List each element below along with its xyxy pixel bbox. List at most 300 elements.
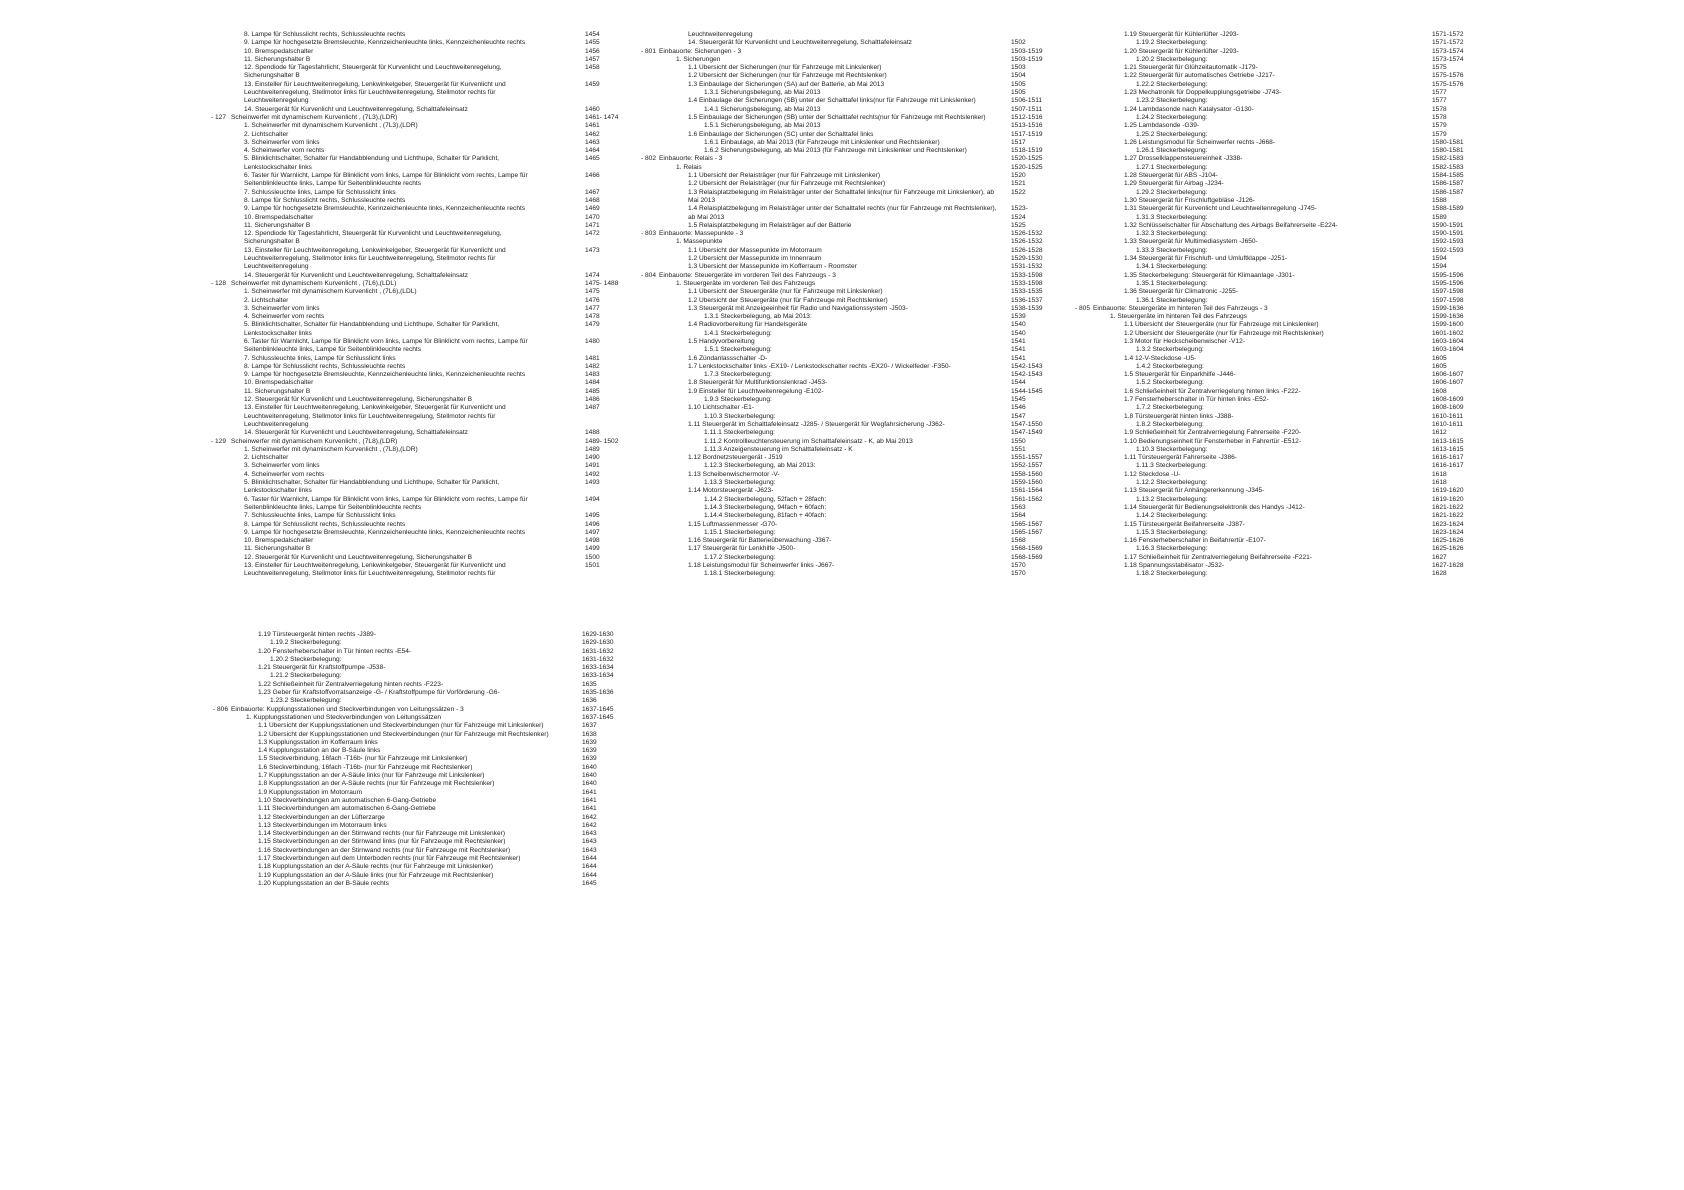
toc-entry[interactable] — [230, 363, 600, 371]
toc-entry[interactable] — [230, 554, 600, 562]
toc-entry[interactable] — [230, 214, 600, 222]
toc-entry[interactable] — [1092, 147, 1472, 155]
toc-entry[interactable] — [1092, 404, 1472, 412]
toc-entry[interactable] — [230, 39, 600, 47]
toc-entry[interactable] — [1092, 31, 1472, 39]
toc-entry[interactable] — [658, 553, 1043, 562]
toc-entry[interactable] — [658, 462, 1043, 470]
toc-entry-title: 1.9 Schließeinheit für Zentralverriegelung Fahrerseite -F220- — [1124, 429, 1302, 437]
toc-entry[interactable] — [658, 55, 1043, 64]
toc-entry[interactable] — [230, 805, 600, 813]
toc-entry[interactable] — [230, 814, 600, 822]
toc-entry[interactable]: 127 - Scheinwerfer mit dynamischem Kurvenlicht , (7L3),(LDR) 1461- 1474 — [210, 113, 619, 121]
toc-entry[interactable] — [658, 130, 1043, 139]
toc-entry-title: 1.19 Steuergerät für Kühlerlüfter -J293- — [1124, 31, 1239, 38]
toc-entry[interactable] — [658, 313, 1038, 321]
toc-entry[interactable] — [658, 64, 1038, 72]
toc-entry[interactable] — [1092, 429, 1472, 437]
toc-entry[interactable] — [1092, 39, 1472, 47]
page-reference: 1644 — [582, 855, 597, 863]
page-reference: 1547-1549 — [1011, 429, 1043, 437]
toc-entry[interactable]: 128 - Scheinwerfer mit dynamischem Kurvenlicht , (7L6),(LDL) 1475- 1488 — [210, 279, 619, 287]
toc-entry[interactable] — [658, 438, 1038, 446]
toc-entry[interactable] — [658, 105, 1043, 114]
toc-entry-title: 10. Bremspedalschalter — [244, 379, 314, 387]
toc-entry[interactable] — [230, 496, 600, 513]
toc-entry[interactable] — [1092, 396, 1472, 404]
toc-entry[interactable] — [1092, 247, 1472, 255]
toc-entry[interactable] — [658, 238, 1043, 246]
toc-entry[interactable] — [230, 321, 600, 338]
toc-entry-title: 1.2 Übersicht der Steuergeräte (nur für Fahrzeuge mit Rechtslenker) — [688, 296, 888, 304]
page-reference: 1628 — [1432, 570, 1447, 578]
toc-entry[interactable] — [658, 180, 1038, 188]
page-reference: 1499 — [585, 545, 600, 553]
toc-entry[interactable] — [658, 387, 1043, 396]
page-reference: 1551 — [1011, 445, 1026, 453]
toc-entry[interactable] — [230, 56, 600, 64]
toc-entry[interactable] — [1092, 205, 1472, 213]
toc-entry[interactable] — [658, 72, 1038, 80]
toc-entry[interactable] — [1092, 56, 1472, 64]
toc-entry[interactable] — [658, 413, 1038, 421]
page-reference: 1467 — [585, 188, 600, 196]
toc-entry[interactable] — [230, 764, 600, 772]
toc-entry[interactable] — [1092, 313, 1472, 321]
toc-entry[interactable] — [230, 147, 600, 155]
toc-entry-title: 1.5 Steckverbindung, 16fach -T16b- (nur für Fahrzeuge mit Linkslenker) — [258, 755, 468, 763]
toc-entry[interactable] — [1092, 529, 1472, 537]
toc-entry[interactable] — [1092, 272, 1472, 280]
page-reference: 1529-1530 — [1011, 255, 1043, 263]
toc-entry[interactable] — [230, 429, 600, 437]
page-reference: 1568 — [1011, 537, 1026, 545]
page-reference: 1470 — [585, 213, 600, 221]
toc-entry[interactable] — [1092, 139, 1472, 147]
toc-entry[interactable] — [1092, 388, 1472, 396]
toc-entry[interactable] — [658, 396, 1038, 404]
toc-entry-title: 1.29.2 Steckerbelegung: — [1136, 188, 1208, 196]
toc-entry-title: 1.1 Übersicht der Relaisträger (nur für Fahrzeuge mit Linkslenker) — [688, 172, 881, 180]
toc-entry[interactable] — [1092, 479, 1472, 487]
toc-entry-title: 1.3.2 Steckerbelegung: — [1136, 346, 1204, 354]
page-reference: 1484 — [585, 379, 600, 387]
toc-entry[interactable] — [1092, 321, 1472, 329]
page-reference: 1640 — [582, 772, 597, 780]
toc-entry[interactable] — [230, 197, 600, 205]
toc-entry[interactable] — [658, 545, 1043, 553]
toc-entry[interactable] — [230, 297, 600, 305]
toc-entry[interactable] — [658, 330, 1038, 338]
toc-entry[interactable] — [1092, 355, 1472, 363]
toc-entry[interactable] — [230, 780, 600, 788]
toc-entry[interactable] — [230, 855, 600, 863]
toc-entry-title: 11. Sicherungshalter B — [244, 221, 311, 229]
toc-entry[interactable] — [230, 722, 600, 730]
page-reference: 1480 — [585, 337, 600, 345]
toc-entry[interactable] — [658, 246, 1043, 255]
toc-entry[interactable] — [1092, 106, 1472, 114]
toc-entry[interactable] — [230, 388, 600, 396]
toc-entry[interactable] — [1092, 114, 1472, 122]
toc-entry[interactable] — [1092, 537, 1472, 545]
toc-entry[interactable] — [230, 789, 600, 797]
toc-entry[interactable] — [658, 446, 1038, 454]
toc-entry[interactable] — [658, 520, 1043, 529]
toc-entry[interactable] — [658, 429, 1043, 437]
toc-entry[interactable] — [1092, 379, 1472, 387]
toc-entry[interactable] — [230, 446, 600, 454]
page-reference: 1542-1543 — [1011, 371, 1043, 379]
toc-entry[interactable] — [1092, 197, 1472, 205]
page-reference: 1594 — [1432, 263, 1447, 271]
toc-entry[interactable] — [1092, 122, 1472, 130]
toc-entry-title: 1.3 Steuergerät mit Anzeigeeinheit für Radio und Navigationssystem -J503- — [688, 304, 908, 312]
toc-entry[interactable] — [230, 664, 614, 672]
page-reference: 1573-1574 — [1432, 47, 1464, 55]
toc-entry-title: 1.31.3 Steckerbelegung: — [1136, 213, 1208, 221]
toc-entry[interactable] — [1092, 97, 1472, 105]
toc-entry-title: 1.27 Drosselklappensteuereinheit -J338- — [1124, 155, 1243, 163]
toc-entry[interactable] — [658, 362, 1043, 371]
toc-entry[interactable] — [658, 288, 1043, 296]
toc-entry[interactable] — [658, 504, 1038, 512]
toc-entry[interactable] — [230, 672, 614, 680]
toc-entry[interactable] — [230, 537, 600, 545]
page-reference: 1582-1583 — [1432, 155, 1464, 163]
toc-entry[interactable] — [658, 81, 1038, 89]
toc-entry[interactable] — [1092, 570, 1472, 578]
toc-entry[interactable] — [230, 189, 600, 197]
toc-entry[interactable] — [1092, 471, 1472, 479]
toc-entry[interactable] — [1092, 230, 1472, 238]
toc-entry[interactable] — [1092, 421, 1472, 429]
toc-entry[interactable] — [658, 562, 1038, 570]
toc-entry-title: 1.20.2 Steckerbelegung: — [1136, 55, 1208, 63]
toc-entry[interactable] — [658, 537, 1038, 545]
toc-entry[interactable] — [230, 355, 600, 363]
toc-entry[interactable] — [658, 355, 1038, 363]
toc-entry[interactable] — [1092, 48, 1472, 56]
page-reference: 1533-1598 — [1011, 279, 1043, 287]
toc-entry-title: 1.18.2 Steckerbelegung: — [1136, 570, 1208, 578]
toc-entry-title: 1.23.2 Steckerbelegung: — [270, 697, 342, 705]
toc-entry[interactable] — [230, 838, 600, 846]
toc-entry[interactable] — [658, 528, 1043, 537]
page-reference: 1525 — [1011, 221, 1026, 229]
toc-entry[interactable] — [1092, 89, 1472, 97]
toc-entry[interactable] — [1092, 64, 1472, 72]
toc-entry[interactable] — [1092, 438, 1472, 446]
page-reference: 1531-1532 — [1011, 263, 1043, 271]
page-reference: 1454 — [585, 31, 600, 38]
toc-entry-title: 1.21.2 Steckerbelegung: — [270, 672, 342, 680]
toc-entry[interactable] — [230, 338, 600, 355]
page-reference: 1489 — [585, 445, 600, 453]
toc-entry[interactable] — [658, 487, 1043, 495]
toc-entry[interactable] — [230, 755, 600, 763]
toc-entry[interactable] — [230, 647, 614, 656]
toc-entry[interactable] — [658, 147, 1043, 155]
toc-entry[interactable] — [230, 747, 600, 755]
toc-entry[interactable] — [1092, 180, 1472, 188]
toc-entry-title: 1.5.1 Sicherungsbelegung, ab Mai 2013 — [704, 122, 821, 130]
toc-entry[interactable] — [1092, 371, 1472, 379]
toc-entry-title: 1.13 Scheibenwischermotor -V- — [688, 470, 780, 478]
toc-entry-title: 1.9.3 Steckerbelegung: — [704, 396, 772, 404]
toc-entry[interactable] — [1092, 512, 1472, 520]
page-reference: 1482 — [585, 362, 600, 370]
toc-entry[interactable] — [230, 247, 600, 272]
toc-entry[interactable] — [1092, 172, 1472, 180]
toc-entry[interactable] — [230, 313, 600, 321]
toc-entry[interactable] — [230, 880, 600, 888]
toc-entry[interactable] — [658, 304, 1043, 313]
toc-entry[interactable] — [230, 545, 600, 553]
toc-entry-title: 1.5 Einbaulage der Sicherungen (SB) unter der Schalttafel rechts(nur für Fahrzeuge mit Rechtslenker) — [688, 113, 986, 121]
toc-entry[interactable]: 129 - Scheinwerfer mit dynamischem Kurvenlicht , (7L8),(LDR) 1489- 1502 — [210, 437, 619, 445]
toc-entry[interactable] — [1092, 255, 1472, 263]
page-reference: 1645 — [582, 879, 597, 887]
toc-entry-title: 1.32 Schlüsselschalter für Abschaltung des Airbags Beifahrerseite -E224- — [1124, 221, 1338, 229]
toc-entry[interactable] — [658, 296, 1043, 305]
toc-entry[interactable] — [230, 454, 600, 462]
toc-entry[interactable] — [658, 454, 1043, 462]
toc-entry[interactable] — [230, 404, 600, 429]
toc-entry[interactable]: 806 - Einbauorte: Kupplungsstationen und Steckverbindungen von Leitungssätzen - 3 1637-1645 — [212, 705, 614, 713]
page-reference: 1496 — [585, 520, 600, 528]
toc-entry[interactable] — [658, 97, 1043, 105]
toc-entry[interactable] — [230, 396, 600, 404]
toc-entry-title: 1.1 Übersicht der Steuergeräte (nur für Fahrzeuge mit Linkslenker) — [1124, 321, 1319, 329]
toc-entry[interactable] — [658, 255, 1043, 263]
toc-entry[interactable] — [1092, 545, 1472, 553]
toc-entry[interactable] — [658, 122, 1043, 130]
toc-entry[interactable] — [1092, 446, 1472, 454]
page-reference: 1618 — [1432, 479, 1447, 487]
toc-entry[interactable]: 801 - Einbauorte: Sicherungen - 3 1503-1519 — [640, 47, 1043, 55]
toc-entry[interactable] — [658, 31, 1038, 39]
page-reference: 1517-1519 — [1011, 130, 1043, 138]
toc-entry[interactable] — [230, 379, 600, 387]
toc-entry[interactable] — [230, 230, 600, 247]
toc-entry[interactable] — [1092, 297, 1472, 305]
toc-entry[interactable] — [1092, 462, 1472, 470]
toc-entry-title: 1.34 Steuergerät für Frischluft- und Umluftklappe -J251- — [1124, 255, 1288, 263]
toc-entry[interactable]: 805 - Einbauorte: Steuergeräte im hinteren Teil des Fahrzeugs - 3 1599-1636 — [1074, 304, 1464, 312]
page-reference: 1526-1532 — [1011, 238, 1043, 246]
toc-entry[interactable] — [658, 189, 1038, 206]
page-reference: 1505 — [1011, 80, 1026, 88]
toc-entry-title: 9. Lampe für hochgesetzte Bremsleuchte, Kennzeichenleuchte links, Kennzeichenleuchte rechts — [244, 205, 526, 213]
toc-entry[interactable] — [658, 222, 1038, 230]
toc-entry[interactable] — [1092, 72, 1472, 80]
toc-entry[interactable] — [230, 512, 600, 520]
toc-entry[interactable] — [230, 106, 600, 114]
toc-entry[interactable] — [1092, 263, 1472, 271]
toc-entry[interactable] — [230, 305, 600, 313]
toc-entry[interactable] — [230, 697, 600, 705]
toc-entry[interactable] — [230, 797, 600, 805]
toc-entry[interactable] — [658, 479, 1043, 487]
toc-entry[interactable] — [658, 512, 1038, 520]
toc-entry[interactable] — [658, 139, 1038, 147]
toc-entry[interactable] — [230, 222, 600, 230]
toc-entry-title: 1.18 Spannungsstabilisator -J532- — [1124, 562, 1225, 569]
toc-entry[interactable]: 803 - Einbauorte: Massepunkte - 3 1526-1532 — [640, 230, 1043, 238]
toc-entry[interactable] — [230, 479, 600, 496]
toc-entry[interactable] — [230, 155, 600, 172]
toc-entry[interactable] — [658, 338, 1038, 346]
toc-entry[interactable] — [230, 830, 600, 838]
page-reference: 1468 — [585, 196, 600, 204]
toc-entry[interactable] — [230, 371, 600, 379]
toc-entry-title: 1.1 Übersicht der Kupplungsstationen und Steckverbindungen (nur für Fahrzeuge mit Linkslenker) — [258, 722, 544, 730]
toc-entry-title: 1.20.2 Steckerbelegung: — [270, 655, 342, 663]
toc-entry[interactable] — [658, 570, 1038, 578]
toc-entry[interactable] — [1092, 496, 1472, 504]
page-reference: 1460 — [585, 105, 600, 113]
page-reference: 1475- 1488 — [585, 279, 619, 287]
page-reference: 1619-1620 — [1432, 495, 1464, 503]
page-reference: 1570 — [1011, 570, 1026, 578]
toc-entry[interactable] — [658, 163, 1043, 172]
toc-entry[interactable] — [658, 470, 1043, 479]
toc-entry[interactable] — [1092, 164, 1472, 172]
toc-entry[interactable] — [1092, 454, 1472, 462]
page-reference: 1635-1636 — [582, 689, 614, 697]
toc-entry[interactable] — [1092, 189, 1472, 197]
toc-entry[interactable] — [1092, 238, 1472, 246]
toc-entry[interactable] — [230, 288, 600, 296]
toc-entry[interactable] — [230, 772, 600, 780]
toc-entry[interactable] — [230, 139, 600, 147]
toc-entry[interactable] — [658, 205, 1038, 222]
toc-entry-title: 1.33 Steuergerät für Multimediasystem -J650- — [1124, 238, 1258, 246]
toc-entry[interactable] — [1092, 131, 1472, 139]
page-reference: 1533-1535 — [1011, 288, 1043, 296]
toc-entry[interactable] — [658, 89, 1038, 97]
toc-entry-title: 2. Lichtschalter — [244, 130, 289, 138]
toc-entry[interactable] — [658, 379, 1038, 387]
toc-entry[interactable] — [658, 495, 1043, 504]
toc-entry[interactable] — [1092, 155, 1472, 163]
toc-entry[interactable] — [1092, 346, 1472, 354]
page-reference: 1637 — [582, 722, 597, 730]
toc-entry[interactable] — [230, 48, 600, 56]
toc-entry[interactable] — [230, 731, 600, 739]
toc-entry[interactable]: 802 - Einbauorte: Relais - 3 1520-1525 — [640, 155, 1043, 163]
toc-entry[interactable] — [658, 321, 1038, 329]
toc-entry[interactable] — [230, 655, 614, 664]
toc-entry[interactable] — [230, 462, 600, 470]
toc-entry-title: 8. Lampe für Schlusslicht rechts, Schlussleuchte rechts — [244, 362, 406, 370]
toc-entry[interactable] — [230, 562, 600, 579]
toc-entry[interactable] — [1092, 562, 1472, 570]
toc-entry-title: 1. Sicherungen — [676, 55, 721, 63]
toc-entry[interactable] — [230, 521, 600, 529]
toc-entry[interactable] — [230, 689, 614, 697]
toc-entry-title: 1.5 Relaisplatzbelegung im Relaisträger auf der Batterie — [688, 221, 852, 229]
toc-entry[interactable] — [1092, 504, 1472, 512]
toc-entry-title: 1.23 Geber für Kraftstoffvorratsanzeige -G- / Kraftstoffpumpe für Vorförderung -G6- — [258, 689, 500, 697]
toc-entry[interactable] — [230, 822, 600, 830]
toc-entry[interactable] — [230, 172, 600, 189]
toc-entry[interactable] — [230, 739, 600, 747]
toc-entry[interactable] — [230, 639, 614, 647]
toc-entry[interactable] — [1092, 214, 1472, 222]
toc-entry[interactable] — [658, 39, 1038, 47]
toc-entry[interactable] — [230, 81, 600, 106]
toc-entry[interactable] — [658, 420, 1043, 429]
page-reference: 1538-1539 — [1011, 304, 1043, 312]
toc-entry[interactable] — [1092, 222, 1472, 230]
toc-entry-title: 1.6 Steckverbindung, 16fach -T16b- (nur für Fahrzeuge mit Rechtslenker) — [258, 763, 473, 771]
toc-entry[interactable] — [658, 371, 1043, 379]
toc-entry[interactable] — [1092, 413, 1472, 421]
toc-entry[interactable] — [230, 713, 614, 722]
toc-entry[interactable] — [658, 113, 1043, 122]
page-reference: 1619-1620 — [1432, 487, 1464, 495]
toc-entry[interactable] — [658, 346, 1038, 354]
toc-entry[interactable] — [230, 272, 600, 280]
toc-entry-title: Einbauorte: Sicherungen - 3 — [659, 47, 742, 55]
toc-entry[interactable]: 804 - Einbauorte: Steuergeräte im vorderen Teil des Fahrzeugs - 3 1533-1598 — [640, 271, 1043, 279]
toc-entry-title: 1.18 Leistungsmodul für Scheinwerfer links -J667- — [688, 562, 835, 569]
toc-entry[interactable] — [230, 131, 600, 139]
toc-entry[interactable] — [1092, 363, 1472, 371]
toc-entry[interactable] — [230, 64, 600, 81]
toc-entry[interactable] — [1092, 330, 1472, 338]
toc-entry[interactable] — [1092, 554, 1472, 562]
toc-entry[interactable] — [1092, 338, 1472, 346]
toc-entry-title: 4. Scheinwerfer vorn rechts — [244, 147, 325, 155]
page-reference: 1520-1525 — [1011, 163, 1043, 171]
toc-entry-title: 1.13.3 Steckerbelegung: — [704, 479, 776, 487]
toc-entry[interactable] — [230, 681, 600, 689]
page-reference: 1580-1581 — [1432, 138, 1464, 146]
toc-entry[interactable] — [658, 279, 1043, 288]
toc-entry-title: 1.1 Übersicht der Sicherungen (nur für Fahrzeuge mit Linkslenker) — [688, 64, 882, 72]
toc-entry[interactable] — [1092, 81, 1472, 89]
toc-entry-title: 12. Steuergerät für Kurvenlicht und Leuchtweitenregelung, Sicherungshalter B — [244, 396, 472, 404]
toc-entry[interactable] — [230, 631, 614, 639]
toc-entry[interactable] — [1092, 280, 1472, 288]
page-reference: 1542-1543 — [1011, 362, 1043, 370]
page-reference: 1503 — [1011, 64, 1026, 72]
toc-entry[interactable] — [658, 172, 1038, 180]
toc-entry[interactable] — [230, 529, 600, 537]
toc-entry-title: 1.15.1 Steckerbelegung: — [704, 528, 776, 536]
toc-entry[interactable] — [230, 31, 600, 39]
page-reference: 1520-1525 — [1011, 155, 1043, 163]
toc-entry[interactable] — [658, 263, 1043, 271]
toc-entry[interactable] — [230, 122, 600, 130]
page-reference: 1540 — [1011, 321, 1026, 329]
page-reference: 1512-1516 — [1011, 113, 1043, 121]
toc-entry[interactable] — [1092, 487, 1472, 495]
toc-entry[interactable] — [1092, 288, 1472, 296]
toc-entry[interactable] — [230, 205, 600, 213]
toc-entry[interactable] — [230, 471, 600, 479]
toc-entry[interactable] — [230, 863, 600, 871]
toc-entry[interactable] — [658, 404, 1038, 412]
toc-entry[interactable] — [1092, 521, 1472, 529]
toc-entry[interactable] — [230, 847, 600, 855]
page-reference: 1641 — [582, 788, 597, 796]
page-reference: 1643 — [582, 830, 597, 838]
toc-entry[interactable] — [230, 872, 600, 880]
